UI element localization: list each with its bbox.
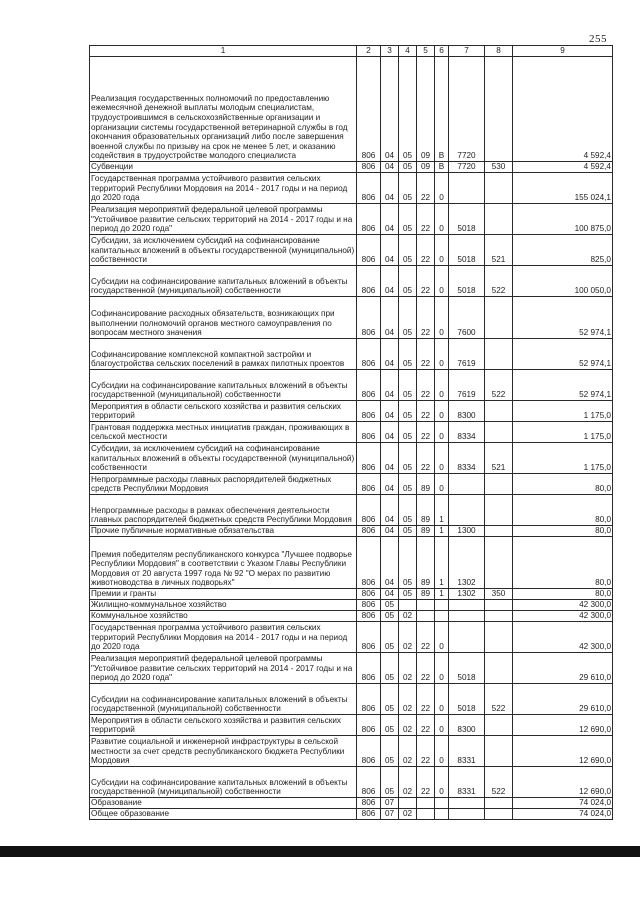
- code-cell: 806: [357, 57, 381, 162]
- code-cell: [485, 422, 513, 443]
- code-cell: 806: [357, 684, 381, 715]
- code-cell: [449, 798, 485, 809]
- amount-cell: 42 300,0: [513, 600, 613, 611]
- code-cell: 0: [435, 297, 449, 339]
- code-cell: 8331: [449, 736, 485, 767]
- code-cell: [417, 809, 435, 820]
- amount-cell: 80,0: [513, 526, 613, 537]
- amount-cell: 4 592,4: [513, 162, 613, 173]
- code-cell: 02: [399, 684, 417, 715]
- code-cell: 1: [435, 589, 449, 600]
- header-row: [90, 46, 613, 57]
- code-cell: 05: [399, 57, 417, 162]
- code-cell: 806: [357, 474, 381, 495]
- code-cell: 04: [381, 297, 399, 339]
- table-row: [90, 443, 613, 474]
- header-cell: 4: [399, 46, 417, 57]
- code-cell: 7600: [449, 297, 485, 339]
- code-cell: 04: [381, 474, 399, 495]
- amount-cell: 74 024,0: [513, 809, 613, 820]
- code-cell: [485, 798, 513, 809]
- amount-cell: 52 974,1: [513, 339, 613, 370]
- amount-cell: 155 024,1: [513, 173, 613, 204]
- table-row: [90, 173, 613, 204]
- code-cell: 04: [381, 526, 399, 537]
- table-row: [90, 235, 613, 266]
- code-cell: 05: [399, 537, 417, 589]
- table-row: [90, 600, 613, 611]
- code-cell: [449, 474, 485, 495]
- row-name: Государственная программа устойчивого развития сельских территорий Республики Мордовия на 2014 - 2017 годы и на период до 2020 года: [90, 173, 357, 204]
- code-cell: 0: [435, 422, 449, 443]
- code-cell: [449, 173, 485, 204]
- table-row: [90, 589, 613, 600]
- code-cell: [485, 736, 513, 767]
- amount-cell: 100 875,0: [513, 204, 613, 235]
- table-row: [90, 339, 613, 370]
- code-cell: 05: [399, 495, 417, 526]
- row-name: Образование: [90, 798, 357, 809]
- code-cell: 0: [435, 204, 449, 235]
- row-name: Общее образование: [90, 809, 357, 820]
- table-row: [90, 401, 613, 422]
- table-row: [90, 767, 613, 798]
- code-cell: 02: [399, 809, 417, 820]
- code-cell: 05: [381, 684, 399, 715]
- code-cell: [485, 809, 513, 820]
- code-cell: 22: [417, 622, 435, 653]
- header-cell: 2: [357, 46, 381, 57]
- scan-edge-bar: [0, 846, 640, 857]
- row-name: Прочие публичные нормативные обязательства: [90, 526, 357, 537]
- code-cell: 89: [417, 526, 435, 537]
- code-cell: [485, 495, 513, 526]
- code-cell: 05: [399, 422, 417, 443]
- code-cell: 0: [435, 266, 449, 297]
- code-cell: 8300: [449, 401, 485, 422]
- code-cell: [449, 622, 485, 653]
- amount-cell: 825,0: [513, 235, 613, 266]
- code-cell: 5018: [449, 684, 485, 715]
- code-cell: 22: [417, 684, 435, 715]
- row-name: Субсидии на софинансирование капитальных вложений в объекты государственной (муниципальной) собственности: [90, 767, 357, 798]
- code-cell: 521: [485, 443, 513, 474]
- code-cell: 522: [485, 370, 513, 401]
- code-cell: 04: [381, 443, 399, 474]
- code-cell: 07: [381, 798, 399, 809]
- code-cell: 806: [357, 297, 381, 339]
- code-cell: 8331: [449, 767, 485, 798]
- code-cell: 07: [381, 809, 399, 820]
- code-cell: 89: [417, 474, 435, 495]
- code-cell: 05: [399, 204, 417, 235]
- code-cell: 22: [417, 235, 435, 266]
- code-cell: 7619: [449, 370, 485, 401]
- table-row: [90, 204, 613, 235]
- row-name: Непрограммные расходы главных распорядителей бюджетных средств Республики Мордовия: [90, 474, 357, 495]
- code-cell: 0: [435, 736, 449, 767]
- row-name: Субсидии, за исключением субсидий на софинансирование капитальных вложений в объекты государственной (муниципальной) собственности: [90, 235, 357, 266]
- code-cell: [449, 495, 485, 526]
- row-name: Непрограммные расходы в рамках обеспечения деятельности главных распорядителей бюджетных средств Республики Мордовия: [90, 495, 357, 526]
- code-cell: 04: [381, 204, 399, 235]
- amount-cell: 12 690,0: [513, 715, 613, 736]
- table-row: [90, 526, 613, 537]
- code-cell: 05: [399, 266, 417, 297]
- code-cell: 530: [485, 162, 513, 173]
- code-cell: 22: [417, 736, 435, 767]
- code-cell: [485, 339, 513, 370]
- amount-cell: 52 974,1: [513, 297, 613, 339]
- code-cell: 22: [417, 266, 435, 297]
- amount-cell: 80,0: [513, 589, 613, 600]
- code-cell: 22: [417, 767, 435, 798]
- code-cell: 22: [417, 297, 435, 339]
- amount-cell: 4 592,4: [513, 57, 613, 162]
- code-cell: [449, 809, 485, 820]
- code-cell: 0: [435, 339, 449, 370]
- code-cell: 22: [417, 204, 435, 235]
- code-cell: [485, 653, 513, 684]
- row-name: Государственная программа устойчивого развития сельских территорий Республики Мордовия на 2014 - 2017 годы и на период до 2020 года: [90, 622, 357, 653]
- code-cell: 1300: [449, 526, 485, 537]
- code-cell: 806: [357, 235, 381, 266]
- amount-cell: 52 974,1: [513, 370, 613, 401]
- code-cell: [435, 809, 449, 820]
- code-cell: 05: [381, 736, 399, 767]
- table-row: [90, 474, 613, 495]
- code-cell: 806: [357, 736, 381, 767]
- code-cell: 22: [417, 173, 435, 204]
- code-cell: 806: [357, 715, 381, 736]
- code-cell: 806: [357, 767, 381, 798]
- code-cell: 806: [357, 495, 381, 526]
- code-cell: 806: [357, 526, 381, 537]
- code-cell: 05: [399, 526, 417, 537]
- table-row: [90, 422, 613, 443]
- code-cell: 05: [399, 401, 417, 422]
- table-row: [90, 736, 613, 767]
- code-cell: 806: [357, 809, 381, 820]
- code-cell: 05: [381, 767, 399, 798]
- table-row: [90, 370, 613, 401]
- code-cell: 02: [399, 736, 417, 767]
- code-cell: 22: [417, 715, 435, 736]
- code-cell: 8334: [449, 443, 485, 474]
- code-cell: [485, 474, 513, 495]
- code-cell: 04: [381, 495, 399, 526]
- code-cell: 04: [381, 57, 399, 162]
- code-cell: 05: [399, 297, 417, 339]
- row-name: Субсидии на софинансирование капитальных вложений в объекты государственной (муниципальной) собственности: [90, 684, 357, 715]
- header-cell: 5: [417, 46, 435, 57]
- code-cell: 04: [381, 537, 399, 589]
- code-cell: 806: [357, 653, 381, 684]
- code-cell: 22: [417, 443, 435, 474]
- code-cell: 5018: [449, 204, 485, 235]
- code-cell: 04: [381, 370, 399, 401]
- header-cell: 7: [449, 46, 485, 57]
- row-name: Субсидии, за исключением субсидий на софинансирование капитальных вложений в объекты государственной (муниципальной) собственности: [90, 443, 357, 474]
- code-cell: 521: [485, 235, 513, 266]
- code-cell: 05: [399, 443, 417, 474]
- amount-cell: 42 300,0: [513, 611, 613, 622]
- header-cell: 6: [435, 46, 449, 57]
- code-cell: 522: [485, 684, 513, 715]
- table-row: [90, 798, 613, 809]
- code-cell: 7619: [449, 339, 485, 370]
- code-cell: 22: [417, 422, 435, 443]
- code-cell: 22: [417, 370, 435, 401]
- header-cell: 3: [381, 46, 399, 57]
- amount-cell: 42 300,0: [513, 622, 613, 653]
- code-cell: 02: [399, 622, 417, 653]
- row-name: Жилищно-коммунальное хозяйство: [90, 600, 357, 611]
- code-cell: 806: [357, 600, 381, 611]
- table-row: [90, 297, 613, 339]
- row-name: Грантовая поддержка местных инициатив граждан, проживающих в сельской местности: [90, 422, 357, 443]
- code-cell: [485, 204, 513, 235]
- code-cell: 05: [399, 339, 417, 370]
- code-cell: 806: [357, 173, 381, 204]
- code-cell: 04: [381, 589, 399, 600]
- table-row: [90, 611, 613, 622]
- code-cell: [485, 622, 513, 653]
- code-cell: 0: [435, 653, 449, 684]
- amount-cell: 74 024,0: [513, 798, 613, 809]
- table-row: [90, 537, 613, 589]
- code-cell: В: [435, 162, 449, 173]
- code-cell: 806: [357, 162, 381, 173]
- code-cell: [399, 600, 417, 611]
- code-cell: 7720: [449, 57, 485, 162]
- row-name: Мероприятия в области сельского хозяйства и развития сельских территорий: [90, 401, 357, 422]
- header-cell: 8: [485, 46, 513, 57]
- code-cell: 05: [399, 235, 417, 266]
- code-cell: 89: [417, 495, 435, 526]
- code-cell: [417, 611, 435, 622]
- code-cell: 02: [399, 611, 417, 622]
- code-cell: 806: [357, 266, 381, 297]
- code-cell: 1: [435, 526, 449, 537]
- row-name: Софинансирование расходных обязательств, возникающих при выполнении полномочий органов местного самоуправления по вопросам местного значения: [90, 297, 357, 339]
- code-cell: 05: [399, 474, 417, 495]
- code-cell: 806: [357, 401, 381, 422]
- code-cell: 89: [417, 537, 435, 589]
- code-cell: [449, 600, 485, 611]
- code-cell: 04: [381, 266, 399, 297]
- row-name: Субсидии на софинансирование капитальных вложений в объекты государственной (муниципальной) собственности: [90, 266, 357, 297]
- code-cell: 0: [435, 235, 449, 266]
- code-cell: 522: [485, 767, 513, 798]
- code-cell: 05: [399, 370, 417, 401]
- code-cell: 22: [417, 653, 435, 684]
- page-number: 255: [589, 33, 607, 45]
- table-row: [90, 684, 613, 715]
- code-cell: [485, 401, 513, 422]
- code-cell: 1302: [449, 537, 485, 589]
- row-name: Мероприятия в области сельского хозяйства и развития сельских территорий: [90, 715, 357, 736]
- code-cell: [485, 526, 513, 537]
- row-name: Реализация государственных полномочий по предоставлению ежемесячной денежной выплаты молодым специалистам, трудоустроившимся в сельскохозяйственные организации и организации системы государственной ветеринарной службы в год окончания образовательных организаций либо после завершения военной службы по призыву на срок не менее 5 лет, и оказанию содействия в трудоустройстве молодого специалиста: [90, 57, 357, 162]
- code-cell: 350: [485, 589, 513, 600]
- code-cell: 04: [381, 339, 399, 370]
- code-cell: 806: [357, 443, 381, 474]
- code-cell: 0: [435, 401, 449, 422]
- code-cell: 09: [417, 162, 435, 173]
- code-cell: 22: [417, 401, 435, 422]
- code-cell: 806: [357, 537, 381, 589]
- table-row: [90, 162, 613, 173]
- row-name: Реализация мероприятий федеральной целевой программы "Устойчивое развитие сельских территорий на 2014 - 2017 годы и на период до 2020 года": [90, 204, 357, 235]
- amount-cell: 1 175,0: [513, 422, 613, 443]
- code-cell: 04: [381, 173, 399, 204]
- table-row: [90, 622, 613, 653]
- code-cell: 1: [435, 495, 449, 526]
- table-row: [90, 266, 613, 297]
- table-row: [90, 57, 613, 162]
- row-name: Премия победителям республиканского конкурса "Лучшее подворье Республики Мордовия" в соответствии с Указом Главы Республики Мордовия от 20 августа 1997 года № 92 "О мерах по развитию животноводства в личных подворьях": [90, 537, 357, 589]
- code-cell: 05: [381, 600, 399, 611]
- row-name: Развитие социальной и инженерной инфраструктуры в сельской местности за счет средств республиканского бюджета Республики Мордовия: [90, 736, 357, 767]
- table-row: [90, 495, 613, 526]
- code-cell: В: [435, 57, 449, 162]
- code-cell: 05: [381, 611, 399, 622]
- amount-cell: 1 175,0: [513, 443, 613, 474]
- code-cell: 5018: [449, 266, 485, 297]
- amount-cell: 80,0: [513, 495, 613, 526]
- amount-cell: 12 690,0: [513, 767, 613, 798]
- code-cell: [417, 798, 435, 809]
- code-cell: 05: [399, 162, 417, 173]
- code-cell: [485, 715, 513, 736]
- code-cell: 5018: [449, 235, 485, 266]
- amount-cell: 12 690,0: [513, 736, 613, 767]
- code-cell: 806: [357, 622, 381, 653]
- code-cell: 7720: [449, 162, 485, 173]
- code-cell: 0: [435, 173, 449, 204]
- code-cell: 522: [485, 266, 513, 297]
- code-cell: 02: [399, 767, 417, 798]
- code-cell: 02: [399, 653, 417, 684]
- code-cell: 05: [381, 622, 399, 653]
- code-cell: 0: [435, 474, 449, 495]
- code-cell: [485, 173, 513, 204]
- code-cell: 5018: [449, 653, 485, 684]
- code-cell: 05: [399, 589, 417, 600]
- code-cell: 806: [357, 204, 381, 235]
- code-cell: [399, 798, 417, 809]
- code-cell: [485, 537, 513, 589]
- code-cell: 04: [381, 235, 399, 266]
- code-cell: [417, 600, 435, 611]
- code-cell: 0: [435, 370, 449, 401]
- code-cell: 02: [399, 715, 417, 736]
- code-cell: 05: [399, 173, 417, 204]
- row-name: Премии и гранты: [90, 589, 357, 600]
- code-cell: 05: [381, 715, 399, 736]
- code-cell: 05: [381, 653, 399, 684]
- table-row: [90, 809, 613, 820]
- code-cell: 1302: [449, 589, 485, 600]
- code-cell: 806: [357, 422, 381, 443]
- code-cell: [435, 600, 449, 611]
- code-cell: [435, 611, 449, 622]
- header-cell: 9: [513, 46, 613, 57]
- row-name: Коммунальное хозяйство: [90, 611, 357, 622]
- code-cell: 04: [381, 422, 399, 443]
- header-cell: 1: [90, 46, 357, 57]
- code-cell: 8300: [449, 715, 485, 736]
- code-cell: [485, 611, 513, 622]
- code-cell: 0: [435, 622, 449, 653]
- code-cell: 806: [357, 339, 381, 370]
- code-cell: 0: [435, 715, 449, 736]
- code-cell: 04: [381, 401, 399, 422]
- code-cell: 09: [417, 57, 435, 162]
- amount-cell: 100 050,0: [513, 266, 613, 297]
- code-cell: [435, 798, 449, 809]
- amount-cell: 29 610,0: [513, 653, 613, 684]
- code-cell: 0: [435, 443, 449, 474]
- amount-cell: 80,0: [513, 474, 613, 495]
- table-row: [90, 715, 613, 736]
- code-cell: 89: [417, 589, 435, 600]
- code-cell: 806: [357, 370, 381, 401]
- code-cell: [449, 611, 485, 622]
- code-cell: 806: [357, 798, 381, 809]
- code-cell: 806: [357, 611, 381, 622]
- code-cell: 04: [381, 162, 399, 173]
- code-cell: [485, 57, 513, 162]
- amount-cell: 1 175,0: [513, 401, 613, 422]
- row-name: Софинансирование комплексной компактной застройки и благоустройства сельских поселений в рамках пилотных проектов: [90, 339, 357, 370]
- amount-cell: 80,0: [513, 537, 613, 589]
- code-cell: 1: [435, 537, 449, 589]
- row-name: Реализация мероприятий федеральной целевой программы "Устойчивое развитие сельских территорий на 2014 - 2017 годы и на период до 2020 года": [90, 653, 357, 684]
- code-cell: 0: [435, 684, 449, 715]
- code-cell: [485, 297, 513, 339]
- code-cell: 22: [417, 339, 435, 370]
- row-name: Субвенции: [90, 162, 357, 173]
- budget-table: [89, 45, 613, 820]
- code-cell: 0: [435, 767, 449, 798]
- code-cell: 8334: [449, 422, 485, 443]
- code-cell: 806: [357, 589, 381, 600]
- amount-cell: 29 610,0: [513, 684, 613, 715]
- row-name: Субсидии на софинансирование капитальных вложений в объекты государственной (муниципальной) собственности: [90, 370, 357, 401]
- code-cell: [485, 600, 513, 611]
- table-row: [90, 653, 613, 684]
